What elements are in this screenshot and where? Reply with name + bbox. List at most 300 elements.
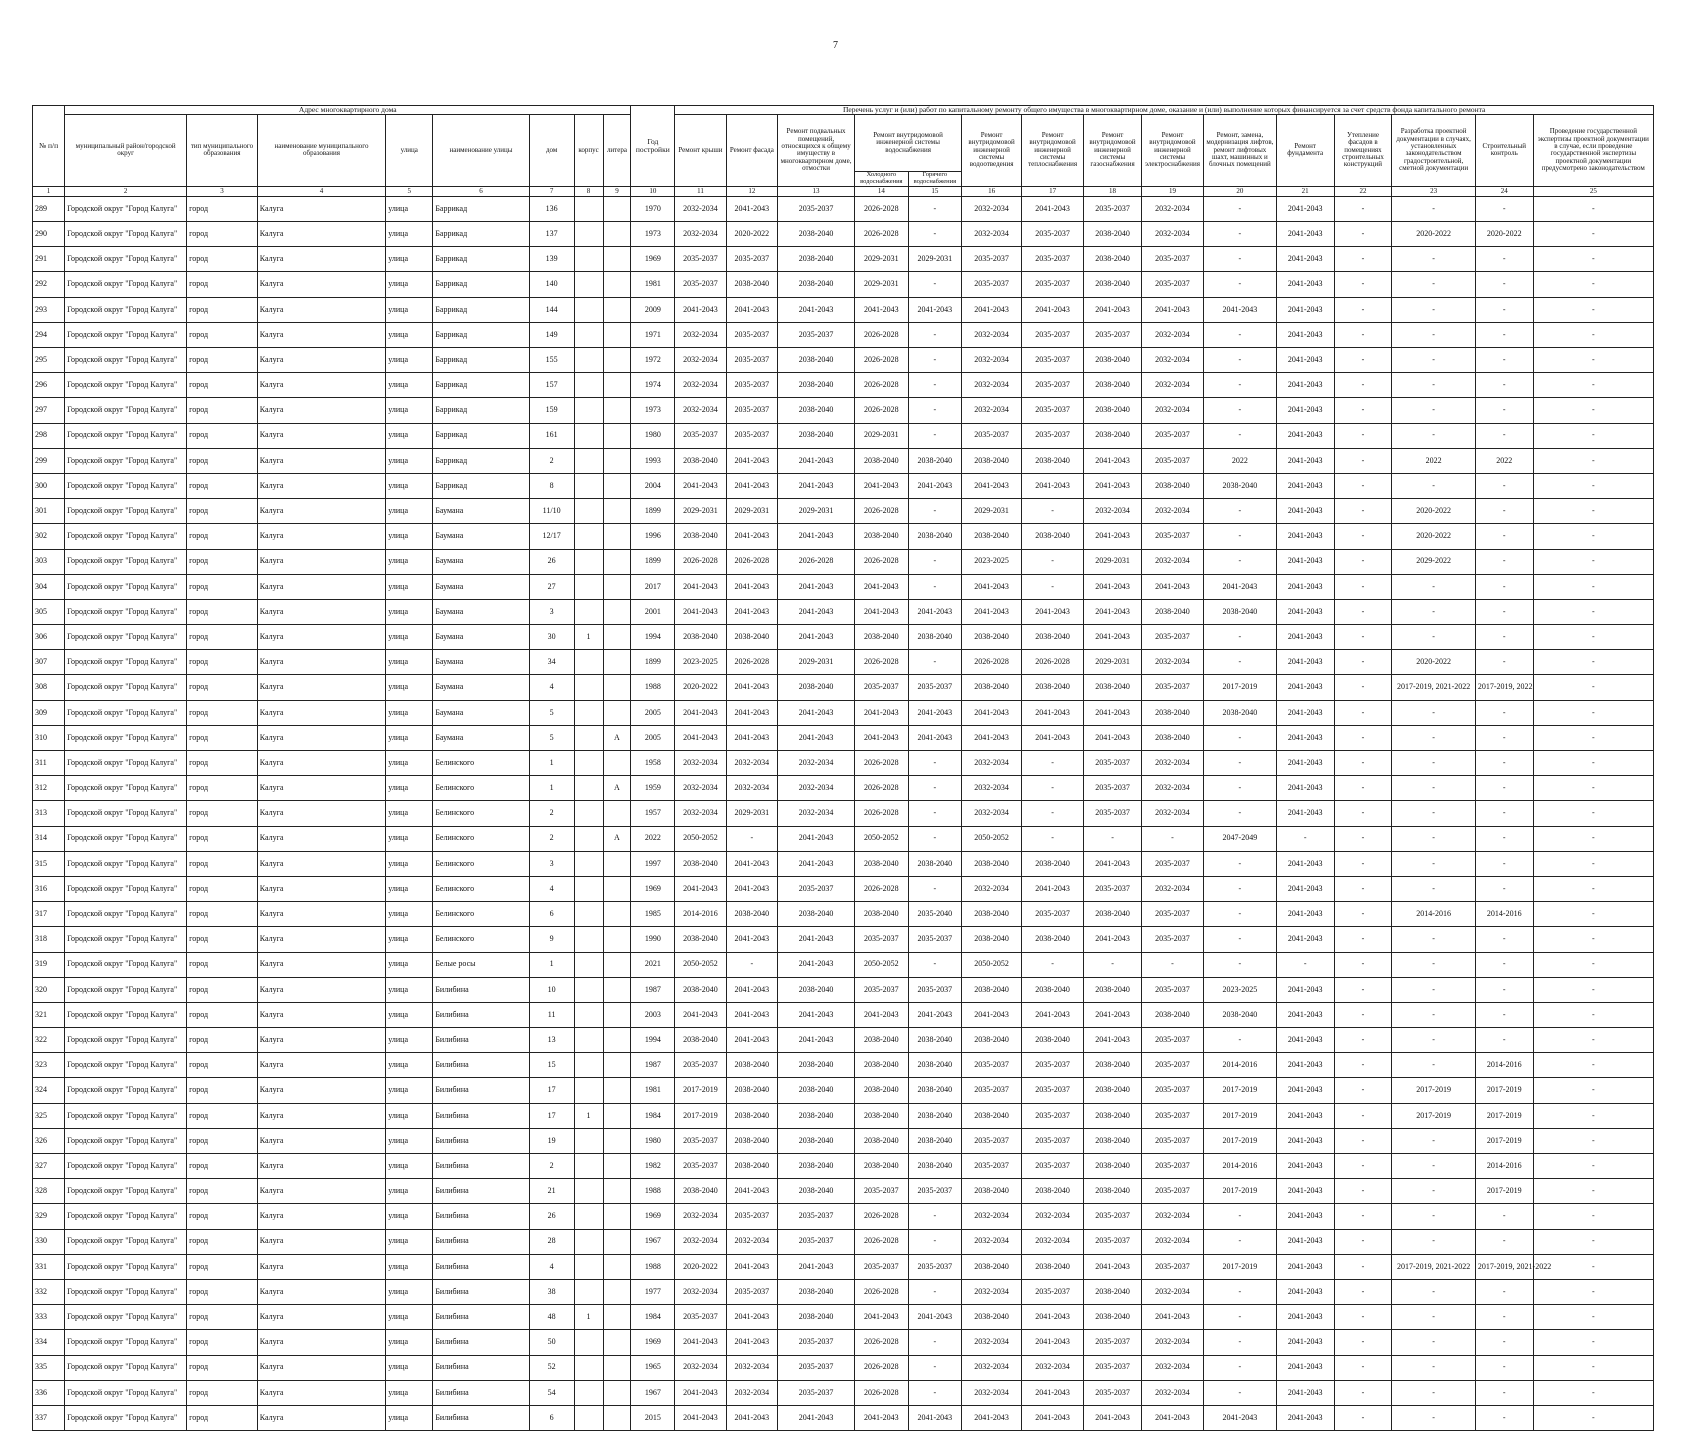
table-cell: 2041-2043 xyxy=(675,1002,726,1027)
table-cell: 2 xyxy=(529,801,574,826)
table-cell: - xyxy=(1334,574,1392,599)
table-cell: 2035-2037 xyxy=(1084,1330,1142,1355)
table-cell: 2035-2037 xyxy=(1141,977,1203,1002)
table-cell xyxy=(574,927,603,952)
table-cell: - xyxy=(1334,524,1392,549)
table-cell: 2041-2043 xyxy=(1276,776,1334,801)
table-cell: 2041-2043 xyxy=(1022,1380,1084,1405)
table-cell: 323 xyxy=(33,1053,65,1078)
table-cell: улица xyxy=(386,700,433,725)
table-cell: 2029-2031 xyxy=(855,272,909,297)
table-cell: 2035-2037 xyxy=(962,1154,1022,1179)
table-cell: 2041-2043 xyxy=(726,1305,777,1330)
table-cell: 2035-2037 xyxy=(1022,1078,1084,1103)
column-number-cell: 17 xyxy=(1022,186,1084,196)
table-cell: - xyxy=(1533,625,1653,650)
table-cell: город xyxy=(187,1405,258,1430)
table-cell: 2041-2043 xyxy=(1084,1405,1142,1430)
table-cell: Калуга xyxy=(257,1254,385,1279)
table-cell: 1 xyxy=(574,1305,603,1330)
table-cell: 2035-2037 xyxy=(908,675,962,700)
table-cell: 28 xyxy=(529,1229,574,1254)
table-cell: город xyxy=(187,1204,258,1229)
table-row xyxy=(33,1330,1654,1355)
table-cell: - xyxy=(1204,1305,1277,1330)
table-cell: - xyxy=(1392,952,1475,977)
table-cell: 2035-2037 xyxy=(1084,1229,1142,1254)
table-cell: 2041-2043 xyxy=(1276,574,1334,599)
table-cell: город xyxy=(187,851,258,876)
table-cell xyxy=(574,272,603,297)
table-cell: Билибина xyxy=(433,1103,529,1128)
table-cell: - xyxy=(1204,751,1277,776)
table-cell: 2041-2043 xyxy=(1276,524,1334,549)
table-cell: 2032-2034 xyxy=(778,751,855,776)
table-cell: 1994 xyxy=(631,1028,675,1053)
table-cell: Калуга xyxy=(257,1204,385,1229)
table-cell xyxy=(574,398,603,423)
table-cell xyxy=(603,1103,631,1128)
table-cell: 2041-2043 xyxy=(962,725,1022,750)
table-cell: 1 xyxy=(529,952,574,977)
table-cell: 2035-2037 xyxy=(675,423,726,448)
table-cell: - xyxy=(908,423,962,448)
column-number-cell: 1 xyxy=(33,186,65,196)
table-cell: 2038-2040 xyxy=(726,272,777,297)
table-cell: 2032-2034 xyxy=(726,776,777,801)
column-number-cell: 15 xyxy=(908,186,962,196)
table-cell: - xyxy=(1022,952,1084,977)
table-cell: Баррикад xyxy=(433,196,529,221)
table-cell: город xyxy=(187,272,258,297)
table-cell xyxy=(603,927,631,952)
table-cell: 2035-2037 xyxy=(962,1078,1022,1103)
col-mo-name-header: наименование муниципального образования xyxy=(257,114,385,186)
table-cell: Билибина xyxy=(433,1179,529,1204)
table-cell: Калуга xyxy=(257,902,385,927)
table-cell: 2035-2037 xyxy=(1022,272,1084,297)
table-cell: 2035-2037 xyxy=(778,1380,855,1405)
table-cell: 2041-2043 xyxy=(1276,1254,1334,1279)
table-cell: - xyxy=(908,876,962,901)
table-cell: Городской округ "Город Калуга" xyxy=(65,1028,187,1053)
table-cell: 2035-2037 xyxy=(1141,902,1203,927)
table-cell: - xyxy=(1533,574,1653,599)
table-cell: - xyxy=(1204,927,1277,952)
table-cell: город xyxy=(187,1078,258,1103)
table-cell: Городской округ "Город Калуга" xyxy=(65,373,187,398)
table-cell: 2038-2040 xyxy=(962,851,1022,876)
table-cell xyxy=(574,1179,603,1204)
table-cell: - xyxy=(1475,1279,1533,1304)
table-cell: Калуга xyxy=(257,927,385,952)
table-cell: 2038-2040 xyxy=(1084,1305,1142,1330)
table-cell: Калуга xyxy=(257,297,385,322)
table-cell: Городской округ "Город Калуга" xyxy=(65,1002,187,1027)
table-row xyxy=(33,1204,1654,1229)
table-cell: Городской округ "Город Калуга" xyxy=(65,1380,187,1405)
table-cell: 2035-2037 xyxy=(778,1330,855,1355)
table-cell: 2035-2037 xyxy=(1141,1254,1203,1279)
table-cell: Калуга xyxy=(257,952,385,977)
table-cell: - xyxy=(1392,1002,1475,1027)
col-mo-type-header: тип муниципального образования xyxy=(187,114,258,186)
table-cell: 2041-2043 xyxy=(1276,348,1334,373)
table-cell: - xyxy=(1334,1028,1392,1053)
table-cell: Баррикад xyxy=(433,448,529,473)
table-cell: - xyxy=(1475,1305,1533,1330)
table-cell: 2038-2040 xyxy=(855,1028,909,1053)
table-cell: улица xyxy=(386,1078,433,1103)
table-cell: город xyxy=(187,574,258,599)
table-cell: 318 xyxy=(33,927,65,952)
table-cell: 2038-2040 xyxy=(1084,222,1142,247)
table-cell: - xyxy=(1334,751,1392,776)
table-cell: 2050-2052 xyxy=(675,826,726,851)
table-cell: 2035-2037 xyxy=(962,272,1022,297)
table-cell: 1 xyxy=(574,1103,603,1128)
table-cell: 2026-2028 xyxy=(855,549,909,574)
table-cell: 17 xyxy=(529,1078,574,1103)
table-cell: - xyxy=(1204,348,1277,373)
table-cell: 2041-2043 xyxy=(1084,625,1142,650)
table-cell: 2026-2028 xyxy=(855,499,909,524)
table-cell: Калуга xyxy=(257,222,385,247)
table-row xyxy=(33,297,1654,322)
table-cell: 11 xyxy=(529,1002,574,1027)
table-cell: 13 xyxy=(529,1028,574,1053)
table-cell: Калуга xyxy=(257,1279,385,1304)
column-number-cell: 23 xyxy=(1392,186,1475,196)
table-cell: 2041-2043 xyxy=(908,473,962,498)
table-cell: 2032-2034 xyxy=(1141,1355,1203,1380)
table-cell: 2003 xyxy=(631,1002,675,1027)
table-cell: - xyxy=(1392,322,1475,347)
table-cell: 2017-2019 xyxy=(675,1078,726,1103)
table-cell: 161 xyxy=(529,423,574,448)
table-cell: - xyxy=(1475,1204,1533,1229)
table-cell: 319 xyxy=(33,952,65,977)
table-cell: Городской округ "Город Калуга" xyxy=(65,423,187,448)
table-cell: 1990 xyxy=(631,927,675,952)
table-cell: 21 xyxy=(529,1179,574,1204)
table-cell: 2038-2040 xyxy=(855,1154,909,1179)
table-cell: 2032-2034 xyxy=(962,348,1022,373)
table-cell: улица xyxy=(386,272,433,297)
column-number-cell: 20 xyxy=(1204,186,1277,196)
table-cell: 2041-2043 xyxy=(1276,1279,1334,1304)
column-number-cell: 11 xyxy=(675,186,726,196)
table-cell: 2022 xyxy=(1204,448,1277,473)
table-cell: 2038-2040 xyxy=(675,977,726,1002)
table-cell: Белинского xyxy=(433,826,529,851)
col-house-header: дом xyxy=(529,114,574,186)
table-cell: - xyxy=(1475,927,1533,952)
table-cell: 2032-2034 xyxy=(675,801,726,826)
table-cell: 2032-2034 xyxy=(1141,348,1203,373)
column-number-cell: 22 xyxy=(1334,186,1392,196)
table-cell: 2035-2037 xyxy=(1084,1204,1142,1229)
table-cell: 2038-2040 xyxy=(778,247,855,272)
table-cell xyxy=(574,222,603,247)
table-cell: 2035-2037 xyxy=(675,272,726,297)
table-cell: 2038-2040 xyxy=(1141,700,1203,725)
table-cell: 2032-2034 xyxy=(962,751,1022,776)
table-cell: 2017-2019 xyxy=(1392,1103,1475,1128)
table-cell: 2009 xyxy=(631,297,675,322)
table-cell: Калуга xyxy=(257,1330,385,1355)
table-cell: - xyxy=(1533,1380,1653,1405)
table-cell: 2017-2019 xyxy=(1392,1078,1475,1103)
column-number-row xyxy=(33,186,1654,196)
table-cell: 2041-2043 xyxy=(1276,625,1334,650)
table-cell: - xyxy=(1533,1254,1653,1279)
table-cell: улица xyxy=(386,1305,433,1330)
table-cell: - xyxy=(908,348,962,373)
col-korpus-header: корпус xyxy=(574,114,603,186)
table-cell: - xyxy=(1475,297,1533,322)
table-cell: 2041-2043 xyxy=(1276,599,1334,624)
table-cell: 2041-2043 xyxy=(1204,1405,1277,1430)
table-cell: 2041-2043 xyxy=(1276,373,1334,398)
table-cell: улица xyxy=(386,1154,433,1179)
table-cell: 2035-2037 xyxy=(1022,247,1084,272)
table-cell: - xyxy=(1392,599,1475,624)
table-cell: - xyxy=(1334,222,1392,247)
col-elevator-header: Ремонт, замена, модернизация лифтов, ремонт лифтовых шахт, машинных и блочных помещений xyxy=(1204,114,1277,186)
table-cell: Городской округ "Город Калуга" xyxy=(65,902,187,927)
table-cell: Городской округ "Город Калуга" xyxy=(65,927,187,952)
table-cell: - xyxy=(1533,876,1653,901)
table-cell: - xyxy=(1533,1330,1653,1355)
table-cell: Белинского xyxy=(433,851,529,876)
table-cell: 2038-2040 xyxy=(908,625,962,650)
table-cell: 1 xyxy=(529,751,574,776)
table-cell: 2035-2037 xyxy=(1141,423,1203,448)
table-cell: Городской округ "Город Калуга" xyxy=(65,574,187,599)
table-cell: 2041-2043 xyxy=(726,851,777,876)
table-cell: 2032-2034 xyxy=(962,196,1022,221)
table-cell: 2032-2034 xyxy=(1141,1330,1203,1355)
table-cell xyxy=(574,348,603,373)
table-cell: улица xyxy=(386,247,433,272)
table-cell: 2041-2043 xyxy=(1084,448,1142,473)
table-cell: 2041-2043 xyxy=(1276,675,1334,700)
table-row xyxy=(33,524,1654,549)
table-cell: Городской округ "Город Калуга" xyxy=(65,1128,187,1153)
table-cell: 4 xyxy=(529,1254,574,1279)
table-cell: Калуга xyxy=(257,1078,385,1103)
table-cell: 2041-2043 xyxy=(1276,322,1334,347)
table-cell: - xyxy=(1204,499,1277,524)
table-cell: 2041-2043 xyxy=(778,1002,855,1027)
table-cell: - xyxy=(1392,826,1475,851)
table-cell: 2041-2043 xyxy=(908,1405,962,1430)
table-cell: Калуга xyxy=(257,876,385,901)
column-number-cell: 13 xyxy=(778,186,855,196)
table-cell: 1899 xyxy=(631,499,675,524)
table-cell: 2032-2034 xyxy=(1141,322,1203,347)
table-cell: 2041-2043 xyxy=(778,952,855,977)
column-number-cell: 8 xyxy=(574,186,603,196)
table-cell: 2038-2040 xyxy=(726,1154,777,1179)
table-cell: 2020-2022 xyxy=(675,675,726,700)
table-row xyxy=(33,1355,1654,1380)
table-cell xyxy=(574,1154,603,1179)
table-cell: Калуга xyxy=(257,1305,385,1330)
table-cell: 2035-2037 xyxy=(675,1053,726,1078)
table-cell: 2041-2043 xyxy=(726,1002,777,1027)
table-cell: 2041-2043 xyxy=(1276,700,1334,725)
table-cell: 1984 xyxy=(631,1305,675,1330)
table-cell: 2038-2040 xyxy=(855,902,909,927)
table-cell: - xyxy=(1533,725,1653,750)
table-cell: 2038-2040 xyxy=(1084,272,1142,297)
table-cell: - xyxy=(1204,650,1277,675)
table-row xyxy=(33,1254,1654,1279)
table-cell xyxy=(574,473,603,498)
table-cell: 2041-2043 xyxy=(1276,297,1334,322)
table-cell: - xyxy=(1475,876,1533,901)
table-cell: 2032-2034 xyxy=(962,876,1022,901)
table-cell: - xyxy=(1533,675,1653,700)
col-state-expertise-header: Проведение государственной экспертизы проектной документации в случае, если проведение государственной экспертизы проектной документации предусмотрено законодательством xyxy=(1533,114,1653,186)
table-cell: 2038-2040 xyxy=(962,927,1022,952)
table-row xyxy=(33,373,1654,398)
table-cell: - xyxy=(1533,373,1653,398)
table-cell: - xyxy=(1475,776,1533,801)
table-cell: - xyxy=(1334,952,1392,977)
table-cell: 2035-2037 xyxy=(1141,1154,1203,1179)
table-cell: 2029-2031 xyxy=(778,650,855,675)
column-number-cell: 10 xyxy=(631,186,675,196)
table-cell: - xyxy=(1533,1103,1653,1128)
table-cell: 2041-2043 xyxy=(1022,1330,1084,1355)
table-cell: 2038-2040 xyxy=(1022,851,1084,876)
table-cell: - xyxy=(1475,574,1533,599)
table-cell xyxy=(603,700,631,725)
table-cell: 2026-2028 xyxy=(855,1355,909,1380)
table-cell: 2038-2040 xyxy=(1084,1103,1142,1128)
table-cell: Городской округ "Город Калуга" xyxy=(65,1103,187,1128)
table-cell: - xyxy=(1533,423,1653,448)
table-cell: - xyxy=(1334,876,1392,901)
table-cell: 2032-2034 xyxy=(1141,776,1203,801)
table-cell: - xyxy=(1334,1053,1392,1078)
table-cell: 2032-2034 xyxy=(1141,196,1203,221)
table-cell: 2038-2040 xyxy=(1084,1154,1142,1179)
table-cell: 2038-2040 xyxy=(855,1128,909,1153)
table-cell: - xyxy=(1141,826,1203,851)
table-cell: 2041-2043 xyxy=(778,574,855,599)
table-cell: Баумана xyxy=(433,574,529,599)
table-cell: - xyxy=(1334,196,1392,221)
table-cell: 2035-2037 xyxy=(1141,272,1203,297)
table-cell: - xyxy=(1334,1330,1392,1355)
table-cell: - xyxy=(1392,1355,1475,1380)
table-cell: 2026-2028 xyxy=(855,751,909,776)
table-cell: - xyxy=(1475,196,1533,221)
table-cell: 2041-2043 xyxy=(1022,876,1084,901)
table-cell: 2035-2037 xyxy=(962,1053,1022,1078)
table-cell: 2038-2040 xyxy=(778,222,855,247)
column-number-cell: 25 xyxy=(1533,186,1653,196)
table-row xyxy=(33,700,1654,725)
table-row xyxy=(33,599,1654,624)
table-row xyxy=(33,1028,1654,1053)
table-cell: 2015 xyxy=(631,1405,675,1430)
table-cell: 2035-2037 xyxy=(1022,1279,1084,1304)
table-cell: 2035-2037 xyxy=(1022,1128,1084,1153)
table-cell: 1967 xyxy=(631,1229,675,1254)
table-cell: - xyxy=(1334,1254,1392,1279)
table-cell: 2032-2034 xyxy=(962,1355,1022,1380)
table-cell xyxy=(603,1405,631,1430)
table-cell: Городской округ "Город Калуга" xyxy=(65,751,187,776)
table-cell: 329 xyxy=(33,1204,65,1229)
table-cell: 336 xyxy=(33,1380,65,1405)
table-cell: 2041-2043 xyxy=(1276,272,1334,297)
table-cell: улица xyxy=(386,549,433,574)
table-row xyxy=(33,574,1654,599)
table-cell: Калуга xyxy=(257,1028,385,1053)
table-cell: город xyxy=(187,599,258,624)
table-cell: - xyxy=(1475,1330,1533,1355)
table-cell: 2032-2034 xyxy=(675,751,726,776)
table-cell: 2050-2052 xyxy=(855,826,909,851)
table-cell: улица xyxy=(386,599,433,624)
table-cell: 2041-2043 xyxy=(1276,902,1334,927)
table-cell: 2038-2040 xyxy=(1084,348,1142,373)
table-cell: 2035-2037 xyxy=(1022,373,1084,398)
table-cell: 2035-2037 xyxy=(908,927,962,952)
table-cell xyxy=(574,700,603,725)
table-cell xyxy=(574,524,603,549)
table-cell: 2026-2028 xyxy=(726,650,777,675)
table-cell: 2038-2040 xyxy=(1022,1179,1084,1204)
table-cell: 2032-2034 xyxy=(1141,1229,1203,1254)
table-cell: 15 xyxy=(529,1053,574,1078)
table-row xyxy=(33,222,1654,247)
table-cell: - xyxy=(908,650,962,675)
table-cell: 2038-2040 xyxy=(1022,927,1084,952)
table-cell: 2038-2040 xyxy=(778,398,855,423)
page-number: 7 xyxy=(833,40,838,51)
table-cell: - xyxy=(1392,876,1475,901)
table-cell: 2038-2040 xyxy=(908,1154,962,1179)
table-cell: - xyxy=(1334,549,1392,574)
table-cell: 2041-2043 xyxy=(726,599,777,624)
table-cell: 2035-2037 xyxy=(726,1204,777,1229)
table-cell: 2032-2034 xyxy=(675,1355,726,1380)
table-cell: 2035-2037 xyxy=(778,1229,855,1254)
table-cell: 2041-2043 xyxy=(1276,1078,1334,1103)
table-cell: - xyxy=(1204,222,1277,247)
table-cell: 2041-2043 xyxy=(1084,725,1142,750)
table-cell: Калуга xyxy=(257,826,385,851)
table-cell: - xyxy=(1533,902,1653,927)
table-cell: 2041-2043 xyxy=(1084,1002,1142,1027)
table-cell: 2035-2037 xyxy=(726,423,777,448)
table-cell: - xyxy=(1334,776,1392,801)
table-cell: 322 xyxy=(33,1028,65,1053)
table-cell: 2041-2043 xyxy=(1141,297,1203,322)
table-cell: 2026-2028 xyxy=(855,650,909,675)
table-cell xyxy=(574,599,603,624)
table-cell: Городской округ "Город Калуга" xyxy=(65,1078,187,1103)
table-cell: 2041-2043 xyxy=(778,725,855,750)
table-cell: 2035-2037 xyxy=(1141,675,1203,700)
